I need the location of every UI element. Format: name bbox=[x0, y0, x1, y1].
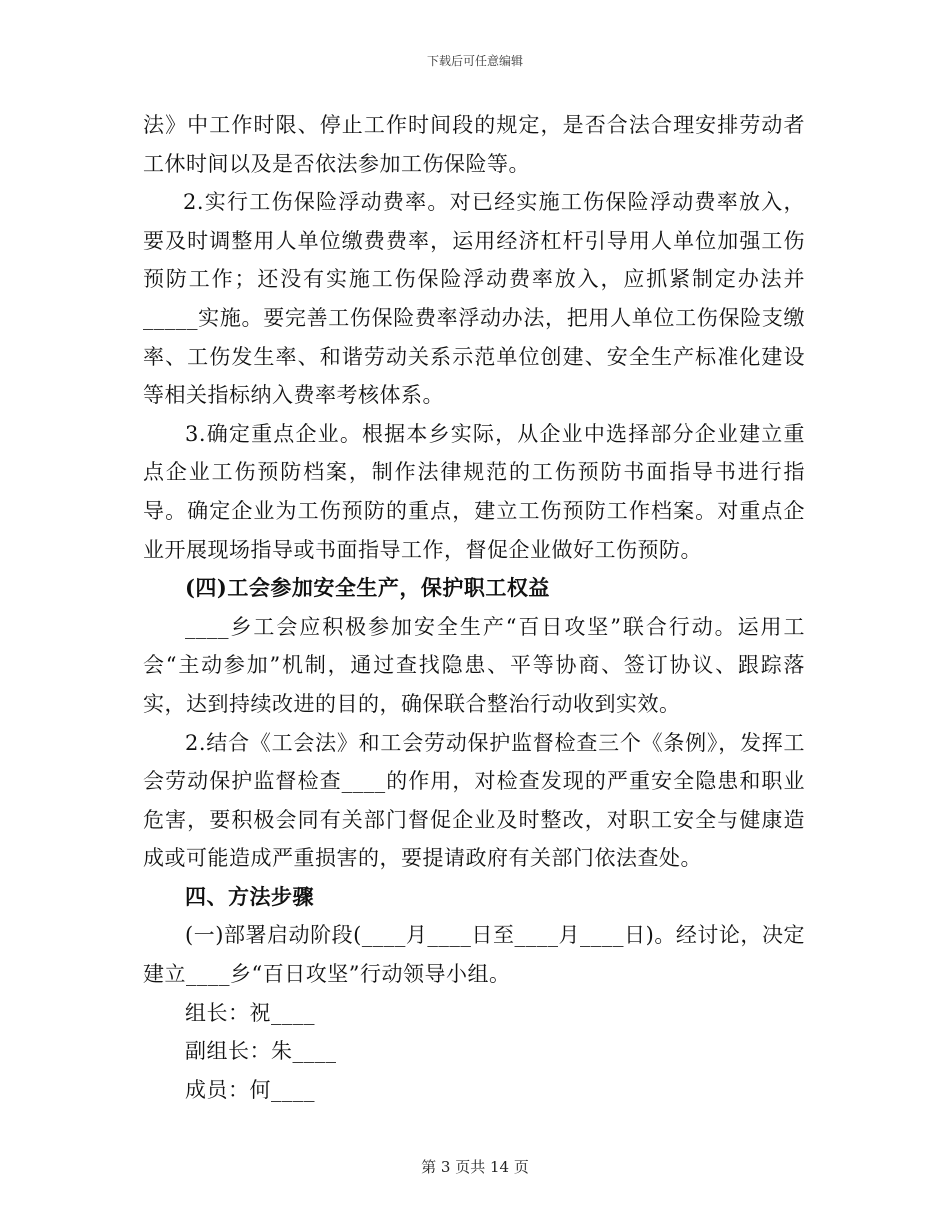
paragraph-6: (一)部署启动阶段(____月____日至____月____日)。经讨论，决定建立____乡“百日攻坚”行动领导小组。 bbox=[143, 923, 805, 987]
section-heading-methods: 四、方法步骤 bbox=[185, 883, 314, 909]
page-header: 下载后可任意编辑 bbox=[426, 54, 523, 68]
paragraph-4: ____乡工会应积极参加安全生产“百日攻坚”联合行动。运用工会“主动参加”机制，通过查找隐患、平等协商、签订协议、跟踪落实，达到持续改进的目的，确保联合整治行动收到实效。 bbox=[143, 614, 805, 716]
section-heading-4: (四)工会参加安全生产，保护职工权益 bbox=[185, 575, 550, 601]
members-line: 成员：何____ bbox=[185, 1077, 315, 1102]
paragraph-5: 2.结合《工会法》和工会劳动保护监督检查三个《条例》，发挥工会劳动保护监督检查____的作用，对检查发现的严重安全隐患和职业危害，要积极会同有关部门督促企业及时整改，对职工安全与健康造成或可能造成严重损害的，要提请政府有关部门依法查处。 bbox=[143, 730, 805, 871]
paragraph-3: 3.确定重点企业。根据本乡实际，从企业中选择部分企业建立重点企业工伤预防档案，制作法律规范的工伤预防书面指导书进行指导。确定企业为工伤预防的重点，建立工伤预防工作档案。对重点企业开展现场指导或书面指导工作，督促企业做好工伤预防。 bbox=[143, 421, 805, 562]
paragraph-2: 2.实行工伤保险浮动费率。对已经实施工伤保险浮动费率放入，要及时调整用人单位缴费费率，运用经济杠杆引导用人单位加强工伤预防工作；还没有实施工伤保险浮动费率放入，应抓紧制定办法并_____实施。要完善工伤保险费率浮动办法，把用人单位工伤保险支缴率、工伤发生率、和谐劳动关系示范单位创建、安全生产标准化建设等相关指标纳入费率考核体系。 bbox=[143, 190, 805, 408]
deputy-leader-line: 副组长：朱____ bbox=[185, 1039, 337, 1064]
page-footer: 第 3 页共 14 页 bbox=[421, 1158, 529, 1176]
document-body bbox=[143, 106, 805, 1109]
paragraph-1: 法》中工作时限、停止工作时间段的规定，是否合法合理安排劳动者工休时间以及是否依法参加工伤保险等。 bbox=[143, 113, 805, 176]
team-leader-line: 组长：祝____ bbox=[185, 1000, 315, 1025]
